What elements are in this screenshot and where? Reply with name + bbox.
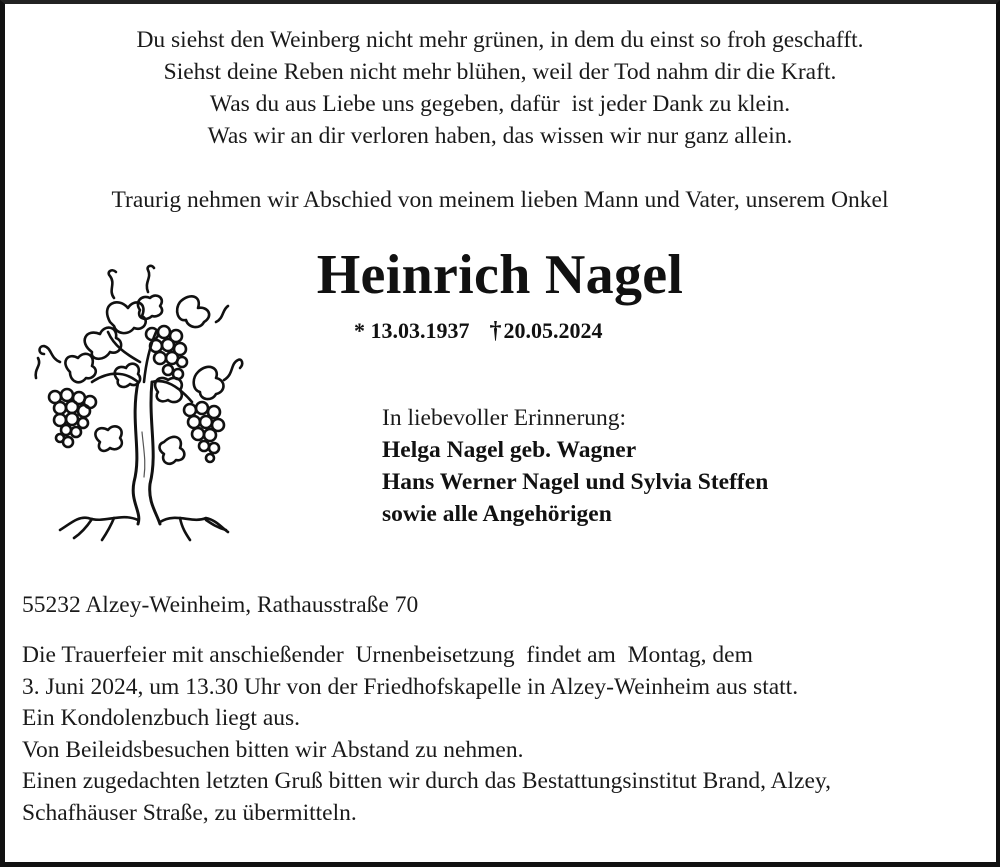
- grapevine-tree-icon: [30, 262, 245, 547]
- poem-line: Was wir an dir verloren haben, das wissen wir nur ganz allein.: [207, 123, 793, 149]
- mourner-name: sowie alle Angehörigen: [382, 501, 612, 527]
- poem-line: Du siehst den Weinberg nicht mehr grünen, in dem du einst so froh geschafft.: [136, 27, 864, 53]
- details-line: 3. Juni 2024, um 13.30 Uhr von der Friedhofskapelle in Alzey-Weinheim aus statt.: [22, 673, 799, 700]
- details-line: Die Trauerfeier mit anschießender Urnenbeisetzung findet am Montag, dem: [22, 642, 753, 668]
- details-line: Ein Kondolenzbuch liegt aus.: [22, 705, 301, 731]
- poem-line: Siehst deine Reben nicht mehr blühen, weil der Tod nahm dir die Kraft.: [163, 59, 837, 85]
- mourners-block: [382, 402, 768, 530]
- deceased-name: Heinrich Nagel: [316, 244, 684, 306]
- funeral-details: [22, 640, 831, 829]
- birth-date: 13.03.1937: [370, 318, 470, 343]
- death-date: 20.05.2024: [503, 318, 603, 343]
- family-address: 55232 Alzey-Weinheim, Rathausstraße 70: [22, 592, 419, 618]
- farewell-intro: Traurig nehmen wir Abschied von meinem lieben Mann und Vater, unserem Onkel: [111, 187, 889, 213]
- poem-line: Was du aus Liebe uns gegeben, dafür ist jeder Dank zu klein.: [209, 91, 791, 117]
- life-dates: [354, 316, 603, 346]
- mourners-heading: In liebevoller Erinnerung:: [382, 405, 627, 431]
- mourner-name: Hans Werner Nagel und Sylvia Steffen: [382, 469, 769, 495]
- mourner-name: Helga Nagel geb. Wagner: [382, 437, 637, 463]
- details-line: Schafhäuser Straße, zu übermitteln.: [22, 799, 357, 826]
- details-line: Von Beileidsbesuchen bitten wir Abstand zu nehmen.: [22, 736, 524, 763]
- death-cross-icon: †: [489, 318, 502, 344]
- details-line: Einen zugedachten letzten Gruß bitten wir durch das Bestattungsinstitut Brand, Alzey,: [22, 768, 832, 794]
- memorial-poem: [0, 24, 1000, 152]
- birth-star-icon: *: [354, 318, 365, 343]
